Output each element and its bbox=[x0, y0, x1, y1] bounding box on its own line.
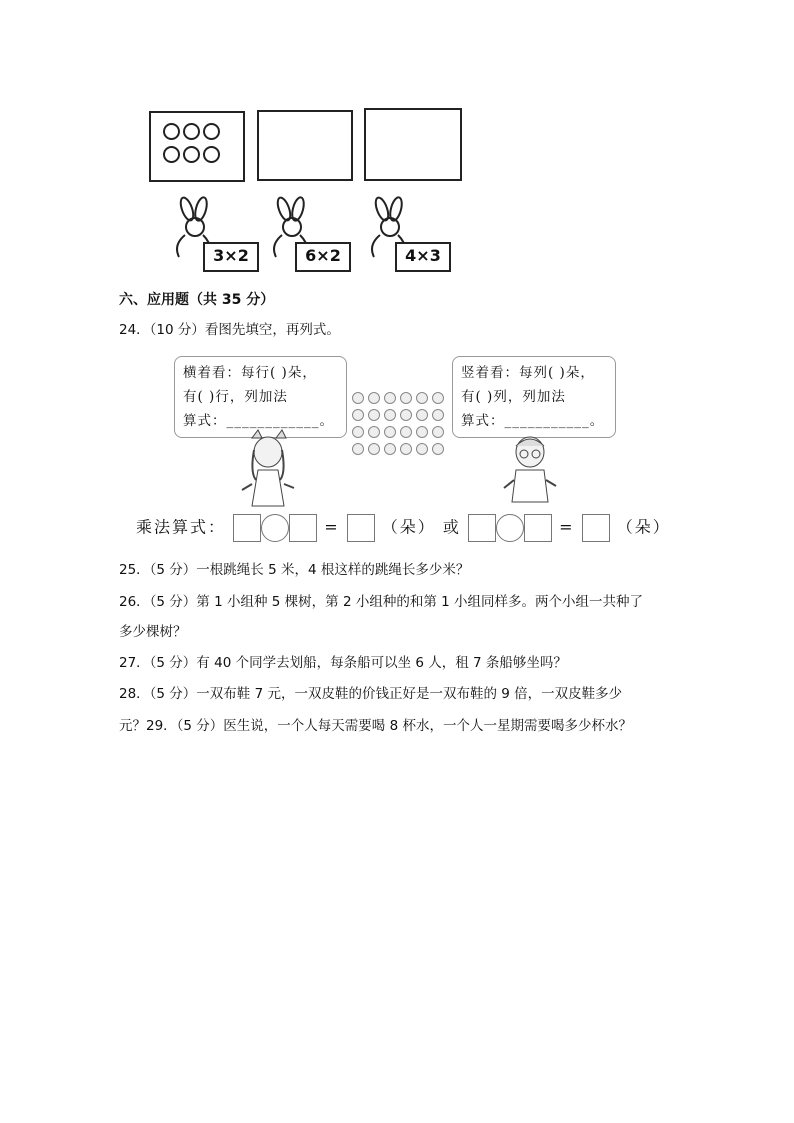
question-25: 25．（5 分）一根跳绳长 5 米，4 根这样的跳绳长多少米？ bbox=[119, 562, 470, 578]
flower-icon bbox=[432, 409, 444, 421]
answer-box[interactable] bbox=[289, 514, 317, 542]
circle-shape bbox=[183, 123, 200, 140]
flower-icon bbox=[368, 426, 380, 438]
multiplication-card-1: 3×2 bbox=[203, 242, 259, 272]
flower-icon bbox=[368, 443, 380, 455]
figure-box-2 bbox=[257, 110, 353, 181]
flower-icon bbox=[368, 392, 380, 404]
answer-box[interactable] bbox=[233, 514, 261, 542]
flower-icon bbox=[432, 426, 444, 438]
question-28-29-line2: 元？29．（5 分）医生说，一个人每天需要喝 8 杯水，一个人一星期需要喝多少杯水？ bbox=[119, 718, 632, 734]
flower-icon bbox=[384, 392, 396, 404]
flower-icon bbox=[416, 409, 428, 421]
unit-label: （朵） bbox=[381, 517, 436, 537]
figure-box-1 bbox=[149, 111, 245, 182]
flower-icon bbox=[432, 443, 444, 455]
figure-box-3 bbox=[364, 108, 462, 181]
flower-grid bbox=[350, 390, 446, 460]
flower-icon bbox=[384, 426, 396, 438]
circle-shape bbox=[163, 123, 180, 140]
bubble-right-line3: 算式：___________。 bbox=[461, 413, 605, 429]
question-26-line1: 26．（5 分）第 1 小组种 5 棵树，第 2 小组种的和第 1 小组同样多。两个小组一共种了 bbox=[119, 594, 643, 610]
circle-shape bbox=[183, 146, 200, 163]
flower-icon bbox=[368, 409, 380, 421]
or-label: 或 bbox=[442, 517, 461, 537]
flower-icon bbox=[400, 409, 412, 421]
question-28-line1: 28．（5 分）一双布鞋 7 元，一双皮鞋的价钱正好是一双布鞋的 9 倍，一双皮鞋多少 bbox=[119, 686, 623, 702]
equals-sign: = bbox=[559, 517, 575, 537]
circle-shape bbox=[203, 123, 220, 140]
equals-sign: = bbox=[324, 517, 340, 537]
circle-shape bbox=[203, 146, 220, 163]
flower-icon bbox=[432, 392, 444, 404]
operator-circle[interactable] bbox=[496, 514, 524, 542]
bubble-left-line3: 算式：____________。 bbox=[183, 413, 334, 429]
boy-illustration bbox=[500, 432, 560, 504]
answer-box[interactable] bbox=[582, 514, 610, 542]
question-26-line2: 多少棵树？ bbox=[119, 624, 187, 640]
speech-bubble-left bbox=[174, 356, 347, 438]
section-title: 六、应用题（共 35 分） bbox=[119, 292, 275, 308]
bubble-left-line1: 横着看：每行( )朵， bbox=[183, 365, 317, 381]
question-27: 27．（5 分）有 40 个同学去划船，每条船可以坐 6 人，租 7 条船够坐吗？ bbox=[119, 655, 567, 671]
circle-shape bbox=[163, 146, 180, 163]
flower-icon bbox=[400, 443, 412, 455]
flower-icon bbox=[384, 409, 396, 421]
girl-illustration bbox=[238, 428, 298, 510]
flower-icon bbox=[416, 392, 428, 404]
multiplication-card-3: 4×3 bbox=[395, 242, 451, 272]
bubble-left-line2: 有( )行，列加法 bbox=[183, 389, 288, 405]
multiplication-row bbox=[136, 514, 671, 542]
flower-icon bbox=[384, 443, 396, 455]
answer-box[interactable] bbox=[347, 514, 375, 542]
multiplication-label: 乘法算式： bbox=[136, 517, 227, 537]
bubble-right-line1: 竖着看：每列( )朵， bbox=[461, 365, 595, 381]
flower-icon bbox=[416, 443, 428, 455]
flower-icon bbox=[400, 392, 412, 404]
unit-label: （朵） bbox=[616, 517, 671, 537]
answer-box[interactable] bbox=[468, 514, 496, 542]
flower-icon bbox=[352, 392, 364, 404]
flower-icon bbox=[400, 426, 412, 438]
flower-icon bbox=[352, 443, 364, 455]
question-24-stem: 24．（10 分）看图先填空，再列式。 bbox=[119, 322, 340, 338]
flower-icon bbox=[352, 426, 364, 438]
answer-box[interactable] bbox=[524, 514, 552, 542]
multiplication-card-2: 6×2 bbox=[295, 242, 351, 272]
operator-circle[interactable] bbox=[261, 514, 289, 542]
flower-icon bbox=[352, 409, 364, 421]
flower-icon bbox=[416, 426, 428, 438]
speech-bubble-right bbox=[452, 356, 616, 438]
bubble-right-line2: 有( )列，列加法 bbox=[461, 389, 566, 405]
